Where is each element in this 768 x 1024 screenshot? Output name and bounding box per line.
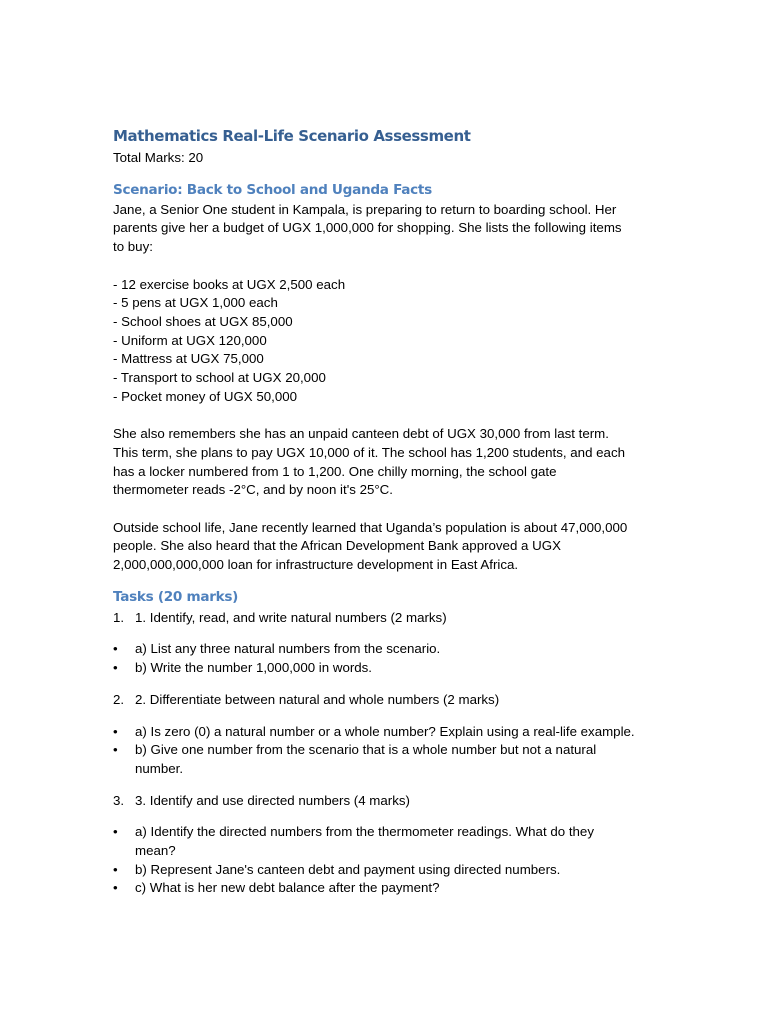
shopping-item: - Transport to school at UGX 20,000: [113, 370, 326, 386]
intro-paragraph: [113, 201, 663, 257]
task-number: 2.: [113, 691, 125, 707]
debt-line: thermometer reads -2°C, and by noon it's 25°C.: [113, 482, 393, 498]
task-text: 3. Identify and use directed numbers (4 marks): [135, 792, 410, 808]
task-number: 3.: [113, 792, 125, 808]
bullet-icon: •: [113, 723, 118, 739]
outside-paragraph: [113, 519, 663, 575]
bullet-line: a) Is zero (0) a natural number or a whole number? Explain using a real-life example.: [135, 723, 635, 739]
task-item: [113, 609, 663, 628]
bullet-line: a) Identify the directed numbers from the thermometer readings. What do they: [135, 824, 594, 840]
bullet-line: mean?: [135, 843, 176, 859]
intro-line: Jane, a Senior One student in Kampala, is preparing to return to boarding school. Her: [113, 201, 617, 217]
document-title: Mathematics Real-Life Scenario Assessment: [113, 127, 471, 145]
task-item: [113, 691, 663, 710]
bullet-icon: •: [113, 861, 118, 877]
scenario-heading: Scenario: Back to School and Uganda Facts: [113, 181, 432, 198]
document-page: [113, 126, 663, 898]
bullet-line: b) Write the number 1,000,000 in words.: [135, 660, 373, 676]
outside-line: 2,000,000,000,000 loan for infrastructure development in East Africa.: [113, 557, 519, 573]
shopping-item: - 5 pens at UGX 1,000 each: [113, 295, 278, 311]
task-item: [113, 792, 663, 811]
intro-line: parents give her a budget of UGX 1,000,000 for shopping. She lists the following items: [113, 220, 622, 236]
task-bullet-list: [113, 640, 663, 677]
task-text: 1. Identify, read, and write natural numbers (2 marks): [135, 609, 447, 625]
outside-line: people. She also heard that the African Development Bank approved a UGX: [113, 538, 561, 554]
outside-line: Outside school life, Jane recently learned that Uganda’s population is about 47,000,000: [113, 519, 628, 535]
bullet-icon: •: [113, 742, 118, 758]
bullet-item: [113, 741, 663, 778]
shopping-item: - Uniform at UGX 120,000: [113, 332, 267, 348]
bullet-icon: •: [113, 824, 118, 840]
bullet-icon: •: [113, 641, 118, 657]
bullet-line: a) List any three natural numbers from the scenario.: [135, 641, 441, 657]
shopping-item: - School shoes at UGX 85,000: [113, 313, 293, 329]
shopping-item: - Pocket money of UGX 50,000: [113, 388, 298, 404]
shopping-item: - 12 exercise books at UGX 2,500 each: [113, 276, 346, 292]
task-bullet-list: [113, 823, 663, 898]
bullet-item: [113, 723, 663, 742]
shopping-item: - Mattress at UGX 75,000: [113, 351, 264, 367]
intro-line: to buy:: [113, 239, 153, 255]
task-text: 2. Differentiate between natural and whole numbers (2 marks): [135, 691, 500, 707]
bullet-item: [113, 823, 663, 860]
bullet-item: [113, 879, 663, 898]
debt-line: has a locker numbered from 1 to 1,200. One chilly morning, the school gate: [113, 463, 557, 479]
task-number: 1.: [113, 609, 125, 625]
bullet-line: number.: [135, 760, 184, 776]
bullet-icon: •: [113, 880, 118, 896]
bullet-item: [113, 659, 663, 678]
bullet-item: [113, 640, 663, 659]
debt-line: She also remembers she has an unpaid canteen debt of UGX 30,000 from last term.: [113, 426, 609, 442]
shopping-list: [113, 276, 663, 407]
tasks-heading: Tasks (20 marks): [113, 588, 239, 605]
debt-line: This term, she plans to pay UGX 10,000 of it. The school has 1,200 students, and each: [113, 444, 625, 460]
bullet-item: [113, 861, 663, 880]
total-marks: Total Marks: 20: [113, 150, 204, 165]
bullet-icon: •: [113, 660, 118, 676]
debt-paragraph: [113, 425, 663, 500]
bullet-line: c) What is her new debt balance after the payment?: [135, 880, 440, 896]
task-bullet-list: [113, 723, 663, 779]
bullet-line: b) Represent Jane's canteen debt and payment using directed numbers.: [135, 861, 561, 877]
bullet-line: b) Give one number from the scenario that is a whole number but not a natural: [135, 742, 597, 758]
